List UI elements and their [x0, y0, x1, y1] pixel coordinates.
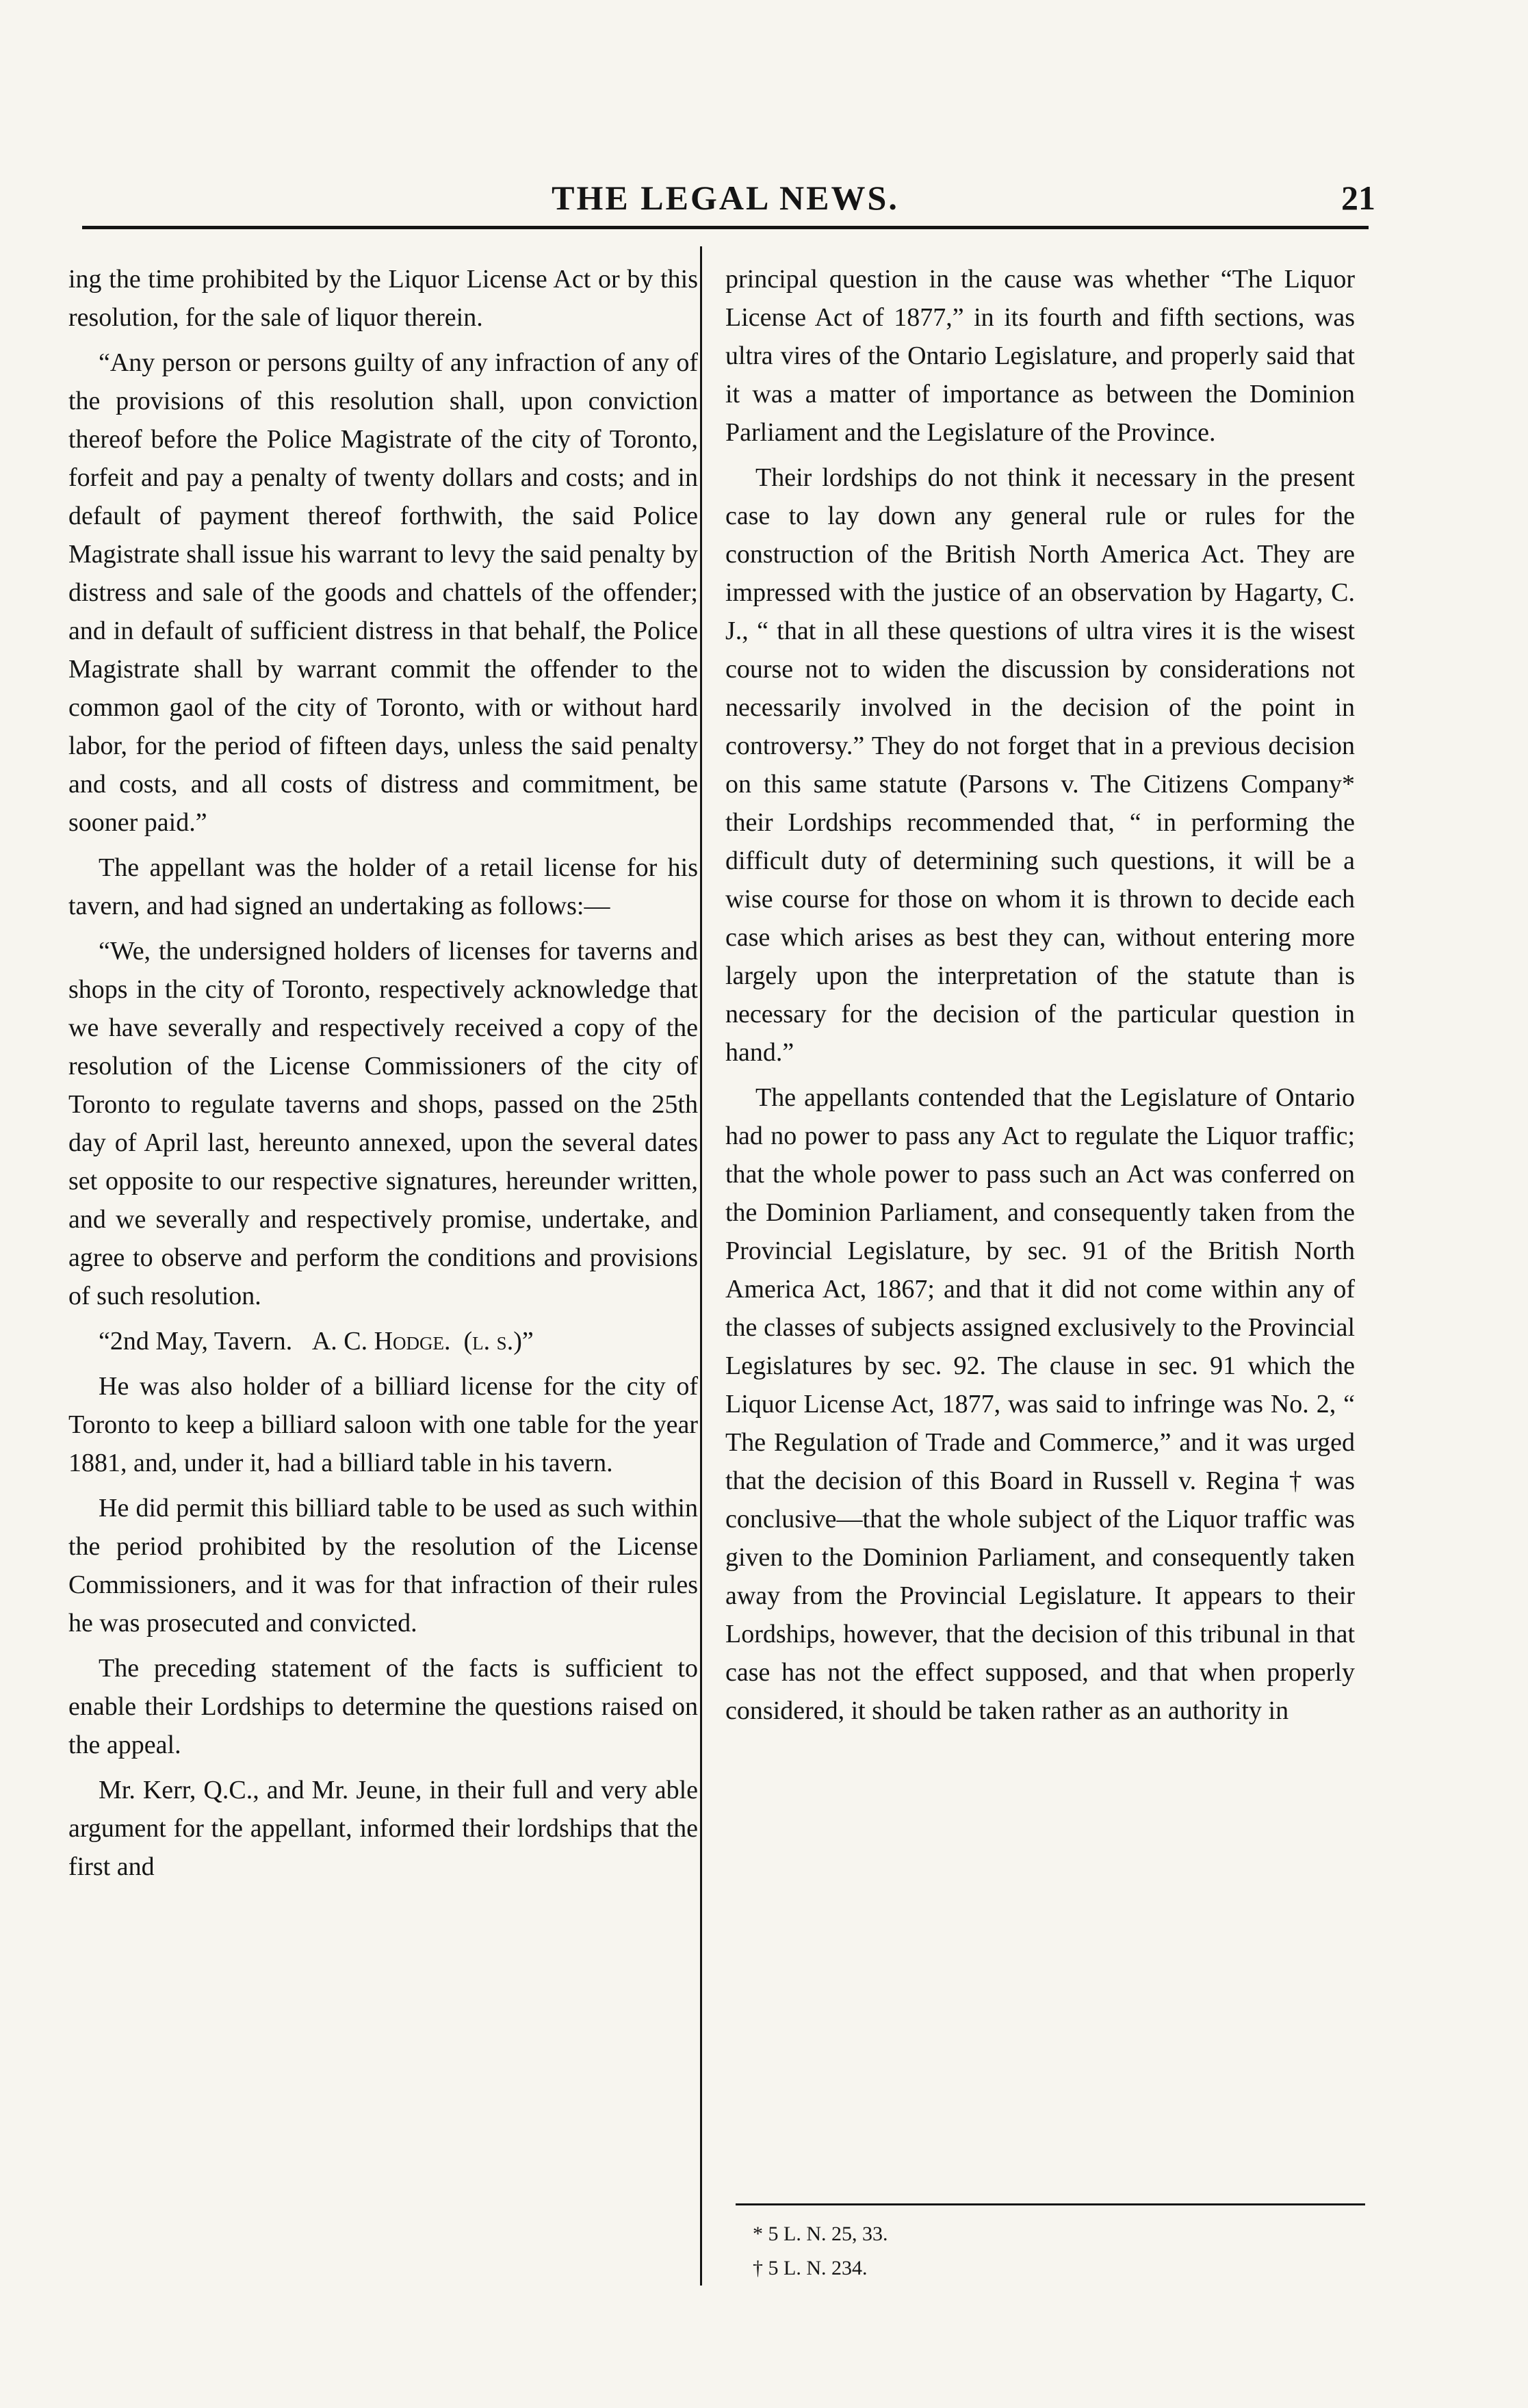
page-number: 21 — [1341, 179, 1375, 217]
signature-line — [68, 1322, 698, 1360]
footnote-rule — [736, 2203, 1365, 2205]
signature-date: “2nd May, Tavern. — [99, 1327, 293, 1356]
footnote: † 5 L. N. 234. — [753, 2257, 868, 2279]
paragraph: Their lordships do not think it necessary in the present case to lay down any general rule or rules for the construction of the British North America Act. They are impressed with the justice of an observation by Hagarty, C. J., “ that in all these questions of ultra vires it is the wisest course not to widen the discussion by considerations not necessarily involved in the decision of the point in controversy.” They do not forget that in a previous decision on this same statute (Parsons v. The Citizens Company* their Lordships recommended that, “ in performing the difficult duty of determining such questions, it will be a wise course for those on whom it is thrown to decide each case which arises as best they can, without entering more largely upon the interpretation of the statute than is necessary for the decision of the particular question in hand.” — [725, 463, 1355, 1067]
paragraph: He did permit this billiard table to be used as such within the period prohibited by the resolution of the License Commissioners, and it was for that infraction of their rules he was prosecuted and convicted. — [68, 1494, 698, 1637]
page-header — [75, 171, 1375, 233]
paragraph: The preceding statement of the facts is sufficient to enable their Lordships to determine the questions raised on the appeal. — [68, 1654, 698, 1759]
header-rule — [82, 226, 1369, 229]
column-divider — [700, 246, 702, 2286]
paragraph: principal question in the cause was whether “The Liquor License Act of 1877,” in its fourth and fifth sections, was ultra vires of the Ontario Legislature, and properly said that it was a matter of importance as between the Dominion Parliament and the Legislature of the Province. — [725, 265, 1355, 447]
paragraph: The appellants contended that the Legislature of Ontario had no power to pass any Act to regulate the Liquor traffic; that the whole power to pass such an Act was conferred on the Dominion Parliament, and consequently taken from the Provincial Legislature, by sec. 91 of the British North America Act, 1867; and that it did not come within any of the classes of subjects assigned exclusively to the Provincial Legislatures by sec. 92. The clause in sec. 91 which the Liquor License Act, 1877, was said to infringe was No. 2, “ The Regulation of Trade and Commerce,” and it was urged that the decision of this Board in Russell v. Regina † was conclusive—that the whole subject of the Liquor traffic was given to the Dominion Parliament, and consequently taken away from the Provincial Legislature. It appears to their Lordships, however, that the decision of this tribunal in that case has not the effect supposed, and that when properly considered, it should be taken rather as an authority in — [725, 1083, 1355, 1725]
paragraph: The appellant was the holder of a retail license for his tavern, and had signed an undertaking as follows:— — [68, 853, 698, 920]
running-title: THE LEGAL NEWS. — [552, 179, 899, 217]
paragraph: ing the time prohibited by the Liquor License Act or by this resolution, for the sale of liquor therein. — [68, 265, 698, 332]
footnotes — [753, 2217, 1355, 2286]
right-column — [725, 260, 1355, 1737]
paragraph: Mr. Kerr, Q.C., and Mr. Jeune, in their full and very able argument for the appellant, informed their lordships that the first and — [68, 1776, 698, 1881]
paragraph: “We, the undersigned holders of licenses for taverns and shops in the city of Toronto, respectively acknowledge that we have severally and respectively received a copy of the resolution of the License Commissioners of the city of Toronto to regulate taverns and shops, passed on the 25th day of April last, hereunto annexed, upon the several dates set opposite to our respective signatures, hereunder written, and we severally and respectively promise, undertake, and agree to observe and perform the conditions and provisions of such resolution. — [68, 937, 698, 1310]
paragraph: “Any person or persons guilty of any infraction of any of the provisions of this resolution shall, upon conviction thereof before the Police Magistrate of the city of Toronto, forfeit and pay a penalty of twenty dollars and costs; and in default of payment thereof forthwith, the said Police Magistrate shall issue his warrant to levy the said penalty by distress and sale of the goods and chattels of the offender; and in default of sufficient distress in that behalf, the Police Magistrate shall by warrant commit the offender to the common gaol of the city of Toronto, with or without hard labor, for the period of fifteen days, unless the said penalty and costs, and all costs of distress and commitment, be sooner paid.” — [68, 348, 698, 837]
footnote: * 5 L. N. 25, 33. — [753, 2223, 888, 2245]
signature-name: A. C. Hodge. — [311, 1327, 451, 1356]
paragraph: He was also holder of a billiard license for the city of Toronto to keep a billiard saloon with one table for the year 1881, and, under it, had a billiard table in his tavern. — [68, 1372, 698, 1477]
signature-seal: (l. s.)” — [463, 1327, 534, 1356]
left-column — [68, 260, 698, 1893]
